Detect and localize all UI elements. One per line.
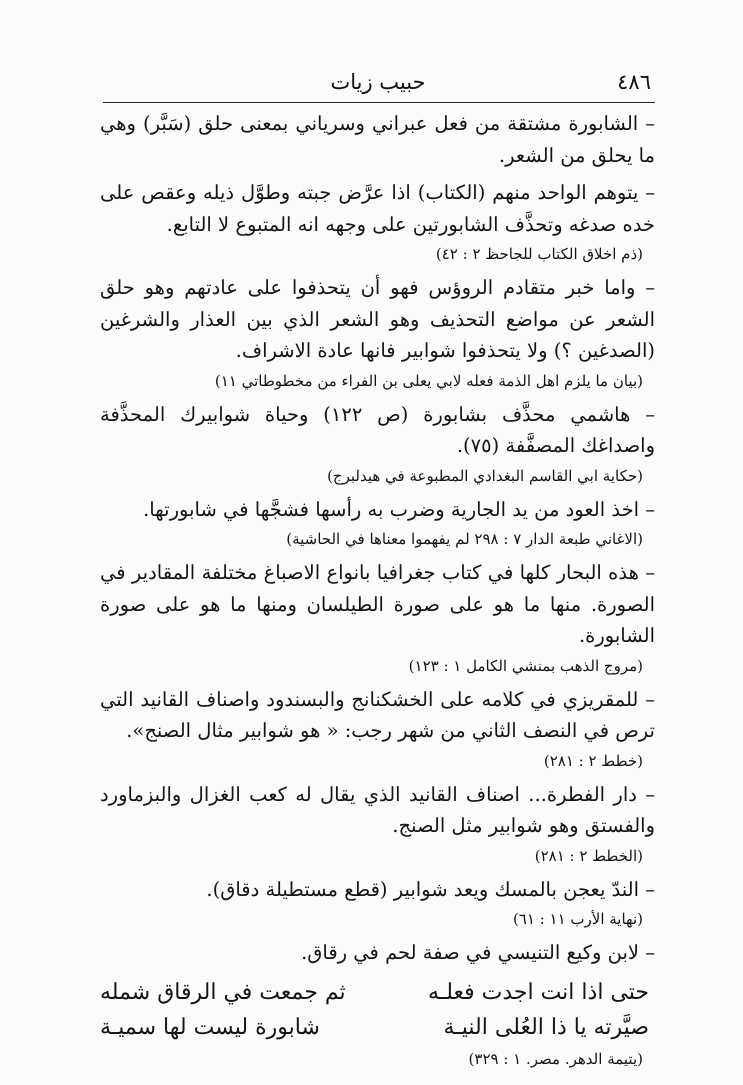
- entry-source: (مروج الذهب بمنشي الكامل ١ : ١٢٣): [408, 656, 643, 675]
- citation-entry: [100, 177, 655, 266]
- entry-text: – لابن وكيع التنيسي في صفة لحم في رقاق.: [301, 941, 655, 964]
- page-number: ٤٨٦: [617, 70, 651, 94]
- entry-text: – للمقريزي في كلامه على الخشكنانج والبسندود واصناف القانيد التي ترص في النصف الثاني من شهر رجب: « هو شوابير مثال الصنج».: [100, 687, 655, 742]
- entry-text: – الندّ يعجن بالمسك ويعد شوابير (قطع مستطيلة دقاق).: [206, 877, 655, 901]
- entry-source: (بيان ما يلزم اهل الذمة فعله لابي يعلى بن الفراء من مخطوطاتي ١١): [214, 371, 643, 390]
- entry-text: – هذه البحار كلها في كتاب جغرافيا بانواع الاصباغ مختلفة المقادير في الصورة. منها ما هو على صورة الطيلسان ومنها ما هو على صورة الشابورة.: [100, 561, 655, 647]
- citation-entry: [100, 108, 655, 171]
- verse-hemistich: حتى اذا انت اجدت فعلـه: [427, 979, 649, 1005]
- entry-source: (ذم اخلاق الكتاب للجاحظ ٢ : ٤٢): [435, 245, 643, 263]
- verse-line: [100, 975, 649, 1010]
- citation-entry: [100, 1047, 655, 1071]
- running-title: حبيب زيات: [330, 70, 426, 94]
- header-rule: [103, 102, 655, 103]
- citation-entry: [100, 874, 655, 932]
- citation-entry: [100, 494, 655, 552]
- page-header: [105, 66, 651, 100]
- entry-text: – الشابورة مشتقة من فعل عبراني وسرياني بمعنى حلق (سَبَّر) وهي ما يحلق من الشعر.: [100, 112, 655, 167]
- verse-hemistich: شابورة ليست لها سميـة: [100, 1014, 320, 1040]
- entry-source: (حكاية ابي القاسم البغدادي المطبوعة في هيدلبرج): [327, 466, 643, 485]
- entry-text: – اخذ العود من يد الجارية وضرب به رأسها فشجَّها في شابورتها.: [143, 497, 655, 521]
- verse-source: (يتيمة الدهر. مصر. ١ : ٣٢٩): [468, 1049, 643, 1068]
- entry-source: (الخطط ٢ : ٢٨١): [534, 846, 643, 865]
- verse-hemistich: صيَّرته يا ذا العُلى النيـة: [443, 1014, 649, 1040]
- verse-hemistich: ثم جمعت في الرقاق شمله: [100, 979, 346, 1005]
- entry-source: (نهاية الأرب ١١ : ٦١): [512, 910, 643, 928]
- entry-source: (خطط ٢ : ٢٨١): [543, 751, 643, 770]
- entry-source: (الاغاني طبعة الدار ٧ : ٢٩٨ لم يفهموا معناها في الحاشية): [286, 530, 643, 548]
- citation-entry: [100, 272, 655, 393]
- citation-entry: [100, 779, 655, 868]
- verse-line: [100, 1010, 649, 1045]
- entry-text: – يتوهم الواحد منهم (الكتاب) اذا عرَّض جبته وطوَّل ذيله وعقص على خده صدغه وتحذَّف الشابورتين على وجهه انه المتبوع لا التابع.: [100, 181, 655, 236]
- citation-entry: [100, 557, 655, 678]
- citation-entry: [100, 937, 655, 969]
- citation-entry: [100, 399, 655, 488]
- entry-text: – هاشمي محذَّف بشابورة (ص ١٢٢) وحياة شوابيرك المحذَّفة واصداغك المصفَّفة (٧٥).: [100, 402, 655, 457]
- page-body: [100, 108, 655, 1077]
- entry-text: – دار الفطرة... اصناف القانيد الذي يقال له كعب الغزال والبزماورد والفستق وهو شوابير مثل الصنج.: [100, 782, 655, 837]
- entry-text: – واما خبر متقادم الروؤس فهو أن يتحذفوا على عادتهم وهو حلق الشعر عن مواضع التحذيف وهو الشعر الذي بين العذار والشرغين (الصدغين ؟) ولا يتحذفوا شوابير فانها عادة الاشراف.: [100, 276, 655, 362]
- citation-entry: [100, 684, 655, 773]
